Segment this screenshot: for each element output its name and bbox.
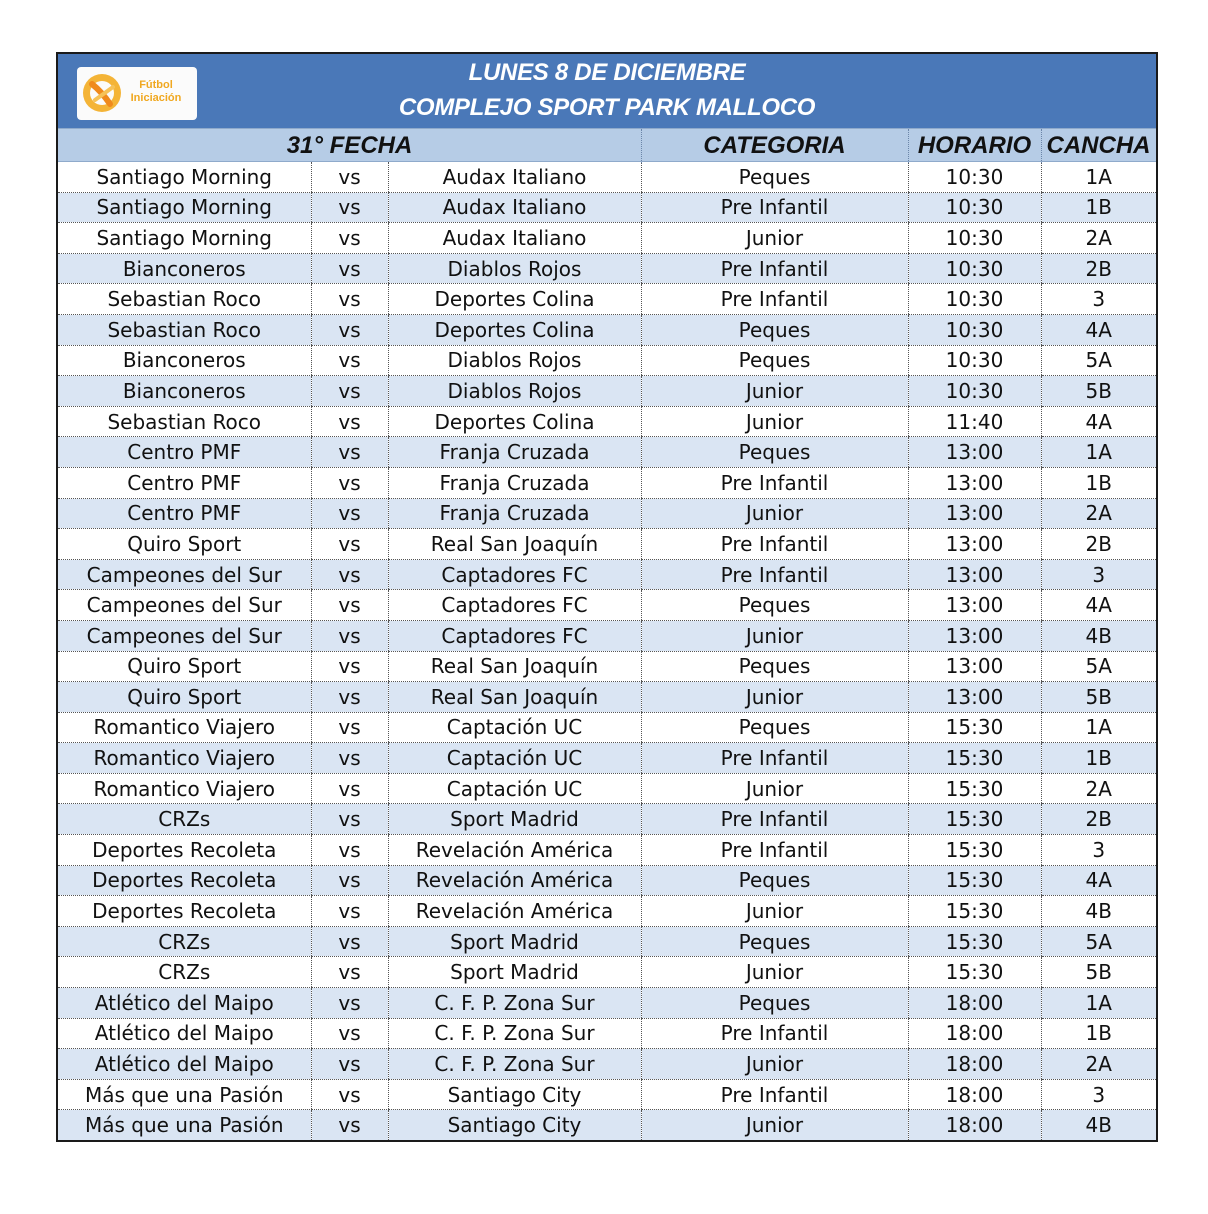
- header-categoria: CATEGORIA: [703, 132, 846, 159]
- field-cell: 2A: [1041, 1049, 1156, 1080]
- home-team-cell: CRZs: [58, 957, 311, 988]
- vs-cell: vs: [311, 712, 388, 743]
- table-row: [58, 376, 1156, 407]
- away-team-cell: Captación UC: [388, 773, 641, 804]
- vs-cell: vs: [311, 896, 388, 927]
- title-banner: [58, 54, 1156, 128]
- time-cell: 15:30: [908, 804, 1041, 835]
- time-cell: 18:00: [908, 1049, 1041, 1080]
- table-row: [58, 651, 1156, 682]
- away-team-cell: Captadores FC: [388, 590, 641, 621]
- away-team-cell: Audax Italiano: [388, 162, 641, 192]
- table-row: [58, 162, 1156, 192]
- home-team-cell: Campeones del Sur: [58, 559, 311, 590]
- table-row: [58, 1018, 1156, 1049]
- category-cell: Peques: [641, 712, 908, 743]
- away-team-cell: C. F. P. Zona Sur: [388, 988, 641, 1019]
- away-team-cell: Audax Italiano: [388, 223, 641, 254]
- vs-cell: vs: [311, 467, 388, 498]
- away-team-cell: Diablos Rojos: [388, 376, 641, 407]
- category-cell: Peques: [641, 590, 908, 621]
- time-cell: 18:00: [908, 1018, 1041, 1049]
- category-cell: Pre Infantil: [641, 467, 908, 498]
- vs-cell: vs: [311, 743, 388, 774]
- home-team-cell: CRZs: [58, 926, 311, 957]
- category-cell: Peques: [641, 437, 908, 468]
- home-team-cell: Bianconeros: [58, 345, 311, 376]
- field-cell: 3: [1041, 284, 1156, 315]
- home-team-cell: Bianconeros: [58, 376, 311, 407]
- field-cell: 2A: [1041, 773, 1156, 804]
- time-cell: 13:00: [908, 682, 1041, 713]
- field-cell: 1B: [1041, 467, 1156, 498]
- away-team-cell: Captadores FC: [388, 620, 641, 651]
- home-team-cell: Romantico Viajero: [58, 743, 311, 774]
- field-cell: 5A: [1041, 651, 1156, 682]
- header-cancha: CANCHA: [1046, 132, 1151, 159]
- time-cell: 10:30: [908, 162, 1041, 192]
- time-cell: 10:30: [908, 345, 1041, 376]
- category-cell: Pre Infantil: [641, 1018, 908, 1049]
- away-team-cell: Sport Madrid: [388, 957, 641, 988]
- time-cell: 18:00: [908, 1079, 1041, 1110]
- category-cell: Junior: [641, 1110, 908, 1140]
- table-row: [58, 865, 1156, 896]
- away-team-cell: Real San Joaquín: [388, 682, 641, 713]
- time-cell: 10:30: [908, 223, 1041, 254]
- field-cell: 1A: [1041, 988, 1156, 1019]
- vs-cell: vs: [311, 345, 388, 376]
- home-team-cell: Campeones del Sur: [58, 620, 311, 651]
- away-team-cell: Deportes Colina: [388, 406, 641, 437]
- field-cell: 1B: [1041, 1018, 1156, 1049]
- home-team-cell: Deportes Recoleta: [58, 865, 311, 896]
- category-cell: Peques: [641, 314, 908, 345]
- away-team-cell: Captación UC: [388, 743, 641, 774]
- category-cell: Peques: [641, 162, 908, 192]
- time-cell: 13:00: [908, 559, 1041, 590]
- field-cell: 5B: [1041, 376, 1156, 407]
- home-team-cell: Centro PMF: [58, 467, 311, 498]
- category-cell: Junior: [641, 406, 908, 437]
- away-team-cell: Captación UC: [388, 712, 641, 743]
- away-team-cell: Real San Joaquín: [388, 529, 641, 560]
- field-cell: 4B: [1041, 896, 1156, 927]
- away-team-cell: Franja Cruzada: [388, 498, 641, 529]
- away-team-cell: Captadores FC: [388, 559, 641, 590]
- vs-cell: vs: [311, 284, 388, 315]
- vs-cell: vs: [311, 773, 388, 804]
- field-cell: 3: [1041, 559, 1156, 590]
- home-team-cell: Romantico Viajero: [58, 712, 311, 743]
- table-row: [58, 1049, 1156, 1080]
- table-row: [58, 559, 1156, 590]
- table-row: [58, 498, 1156, 529]
- away-team-cell: C. F. P. Zona Sur: [388, 1018, 641, 1049]
- table-row: [58, 529, 1156, 560]
- away-team-cell: Franja Cruzada: [388, 437, 641, 468]
- time-cell: 11:40: [908, 406, 1041, 437]
- away-team-cell: Franja Cruzada: [388, 467, 641, 498]
- home-team-cell: Quiro Sport: [58, 529, 311, 560]
- field-cell: 2A: [1041, 498, 1156, 529]
- category-cell: Pre Infantil: [641, 835, 908, 866]
- field-cell: 3: [1041, 1079, 1156, 1110]
- time-cell: 15:30: [908, 743, 1041, 774]
- vs-cell: vs: [311, 590, 388, 621]
- away-team-cell: Deportes Colina: [388, 314, 641, 345]
- table-row: [58, 590, 1156, 621]
- away-team-cell: Revelación América: [388, 835, 641, 866]
- home-team-cell: Quiro Sport: [58, 651, 311, 682]
- home-team-cell: Atlético del Maipo: [58, 1049, 311, 1080]
- home-team-cell: Bianconeros: [58, 253, 311, 284]
- time-cell: 10:30: [908, 192, 1041, 223]
- field-cell: 1B: [1041, 192, 1156, 223]
- time-cell: 10:30: [908, 314, 1041, 345]
- vs-cell: vs: [311, 620, 388, 651]
- field-cell: 5B: [1041, 957, 1156, 988]
- time-cell: 15:30: [908, 773, 1041, 804]
- field-cell: 4B: [1041, 620, 1156, 651]
- field-cell: 4A: [1041, 406, 1156, 437]
- schedule-sheet: [56, 52, 1158, 1142]
- field-cell: 4A: [1041, 314, 1156, 345]
- table-row: [58, 314, 1156, 345]
- home-team-cell: Santiago Morning: [58, 223, 311, 254]
- away-team-cell: Revelación América: [388, 896, 641, 927]
- table-row: [58, 896, 1156, 927]
- home-team-cell: Centro PMF: [58, 498, 311, 529]
- home-team-cell: Quiro Sport: [58, 682, 311, 713]
- category-cell: Junior: [641, 1049, 908, 1080]
- time-cell: 13:00: [908, 437, 1041, 468]
- time-cell: 13:00: [908, 467, 1041, 498]
- category-cell: Pre Infantil: [641, 559, 908, 590]
- time-cell: 15:30: [908, 835, 1041, 866]
- field-cell: 2B: [1041, 253, 1156, 284]
- time-cell: 15:30: [908, 926, 1041, 957]
- time-cell: 15:30: [908, 865, 1041, 896]
- away-team-cell: Revelación América: [388, 865, 641, 896]
- column-header-row: [58, 128, 1156, 162]
- logo-line-2: Iniciación: [130, 92, 182, 104]
- home-team-cell: Santiago Morning: [58, 162, 311, 192]
- vs-cell: vs: [311, 223, 388, 254]
- logo-line-1: Fútbol: [139, 79, 173, 91]
- home-team-cell: Sebastian Roco: [58, 406, 311, 437]
- category-cell: Pre Infantil: [641, 743, 908, 774]
- home-team-cell: Centro PMF: [58, 437, 311, 468]
- vs-cell: vs: [311, 1110, 388, 1140]
- home-team-cell: Deportes Recoleta: [58, 896, 311, 927]
- home-team-cell: Atlético del Maipo: [58, 1018, 311, 1049]
- table-row: [58, 988, 1156, 1019]
- vs-cell: vs: [311, 498, 388, 529]
- vs-cell: vs: [311, 865, 388, 896]
- home-team-cell: CRZs: [58, 804, 311, 835]
- field-cell: 1A: [1041, 162, 1156, 192]
- table-row: [58, 743, 1156, 774]
- away-team-cell: Sport Madrid: [388, 804, 641, 835]
- category-cell: Pre Infantil: [641, 1079, 908, 1110]
- field-cell: 1B: [1041, 743, 1156, 774]
- table-row: [58, 835, 1156, 866]
- category-cell: Pre Infantil: [641, 529, 908, 560]
- time-cell: 13:00: [908, 620, 1041, 651]
- category-cell: Pre Infantil: [641, 192, 908, 223]
- home-team-cell: Santiago Morning: [58, 192, 311, 223]
- vs-cell: vs: [311, 926, 388, 957]
- away-team-cell: Sport Madrid: [388, 926, 641, 957]
- vs-cell: vs: [311, 192, 388, 223]
- away-team-cell: Diablos Rojos: [388, 345, 641, 376]
- table-row: [58, 467, 1156, 498]
- table-row: [58, 406, 1156, 437]
- vs-cell: vs: [311, 957, 388, 988]
- field-cell: 4B: [1041, 1110, 1156, 1140]
- table-row: [58, 253, 1156, 284]
- time-cell: 10:30: [908, 376, 1041, 407]
- category-cell: Pre Infantil: [641, 253, 908, 284]
- table-row: [58, 682, 1156, 713]
- field-cell: 2B: [1041, 804, 1156, 835]
- category-cell: Pre Infantil: [641, 804, 908, 835]
- category-cell: Peques: [641, 345, 908, 376]
- field-cell: 5A: [1041, 926, 1156, 957]
- table-row: [58, 804, 1156, 835]
- category-cell: Junior: [641, 682, 908, 713]
- category-cell: Pre Infantil: [641, 284, 908, 315]
- field-cell: 5B: [1041, 682, 1156, 713]
- home-team-cell: Atlético del Maipo: [58, 988, 311, 1019]
- vs-cell: vs: [311, 376, 388, 407]
- vs-cell: vs: [311, 1018, 388, 1049]
- field-cell: 1A: [1041, 437, 1156, 468]
- time-cell: 15:30: [908, 957, 1041, 988]
- event-date-title: LUNES 8 DE DICIEMBRE: [468, 59, 746, 86]
- table-row: [58, 957, 1156, 988]
- time-cell: 18:00: [908, 988, 1041, 1019]
- category-cell: Junior: [641, 223, 908, 254]
- time-cell: 13:00: [908, 590, 1041, 621]
- vs-cell: vs: [311, 651, 388, 682]
- category-cell: Junior: [641, 498, 908, 529]
- header-horario: HORARIO: [917, 132, 1032, 159]
- away-team-cell: Real San Joaquín: [388, 651, 641, 682]
- home-team-cell: Sebastian Roco: [58, 314, 311, 345]
- table-row: [58, 284, 1156, 315]
- category-cell: Junior: [641, 957, 908, 988]
- time-cell: 15:30: [908, 896, 1041, 927]
- vs-cell: vs: [311, 682, 388, 713]
- field-cell: 3: [1041, 835, 1156, 866]
- time-cell: 10:30: [908, 284, 1041, 315]
- match-rows: [58, 162, 1156, 1140]
- time-cell: 10:30: [908, 253, 1041, 284]
- table-row: [58, 712, 1156, 743]
- vs-cell: vs: [311, 162, 388, 192]
- time-cell: 13:00: [908, 651, 1041, 682]
- field-cell: 4A: [1041, 865, 1156, 896]
- vs-cell: vs: [311, 406, 388, 437]
- category-cell: Peques: [641, 651, 908, 682]
- vs-cell: vs: [311, 559, 388, 590]
- table-row: [58, 192, 1156, 223]
- vs-cell: vs: [311, 988, 388, 1019]
- vs-cell: vs: [311, 835, 388, 866]
- category-cell: Junior: [641, 620, 908, 651]
- category-cell: Junior: [641, 896, 908, 927]
- vs-cell: vs: [311, 314, 388, 345]
- home-team-cell: Campeones del Sur: [58, 590, 311, 621]
- table-row: [58, 437, 1156, 468]
- vs-cell: vs: [311, 529, 388, 560]
- time-cell: 13:00: [908, 498, 1041, 529]
- field-cell: 5A: [1041, 345, 1156, 376]
- home-team-cell: Deportes Recoleta: [58, 835, 311, 866]
- category-cell: Junior: [641, 773, 908, 804]
- table-row: [58, 773, 1156, 804]
- time-cell: 13:00: [908, 529, 1041, 560]
- field-cell: 2A: [1041, 223, 1156, 254]
- category-cell: Junior: [641, 376, 908, 407]
- home-team-cell: Sebastian Roco: [58, 284, 311, 315]
- table-row: [58, 620, 1156, 651]
- away-team-cell: Diablos Rojos: [388, 253, 641, 284]
- home-team-cell: Romantico Viajero: [58, 773, 311, 804]
- vs-cell: vs: [311, 1049, 388, 1080]
- field-cell: 2B: [1041, 529, 1156, 560]
- away-team-cell: Audax Italiano: [388, 192, 641, 223]
- category-cell: Peques: [641, 926, 908, 957]
- vs-cell: vs: [311, 1079, 388, 1110]
- away-team-cell: Deportes Colina: [388, 284, 641, 315]
- match-table: [58, 162, 1156, 1140]
- table-row: [58, 1110, 1156, 1140]
- time-cell: 15:30: [908, 712, 1041, 743]
- table-row: [58, 223, 1156, 254]
- away-team-cell: Santiago City: [388, 1110, 641, 1140]
- field-cell: 1A: [1041, 712, 1156, 743]
- away-team-cell: Santiago City: [388, 1079, 641, 1110]
- category-cell: Peques: [641, 988, 908, 1019]
- vs-cell: vs: [311, 804, 388, 835]
- table-row: [58, 926, 1156, 957]
- home-team-cell: Más que una Pasión: [58, 1079, 311, 1110]
- table-row: [58, 1079, 1156, 1110]
- venue-title: COMPLEJO SPORT PARK MALLOCO: [398, 94, 816, 121]
- time-cell: 18:00: [908, 1110, 1041, 1140]
- vs-cell: vs: [311, 437, 388, 468]
- home-team-cell: Más que una Pasión: [58, 1110, 311, 1140]
- vs-cell: vs: [311, 253, 388, 284]
- header-fecha: 31° FECHA: [286, 132, 413, 159]
- table-row: [58, 345, 1156, 376]
- field-cell: 4A: [1041, 590, 1156, 621]
- category-cell: Peques: [641, 865, 908, 896]
- away-team-cell: C. F. P. Zona Sur: [388, 1049, 641, 1080]
